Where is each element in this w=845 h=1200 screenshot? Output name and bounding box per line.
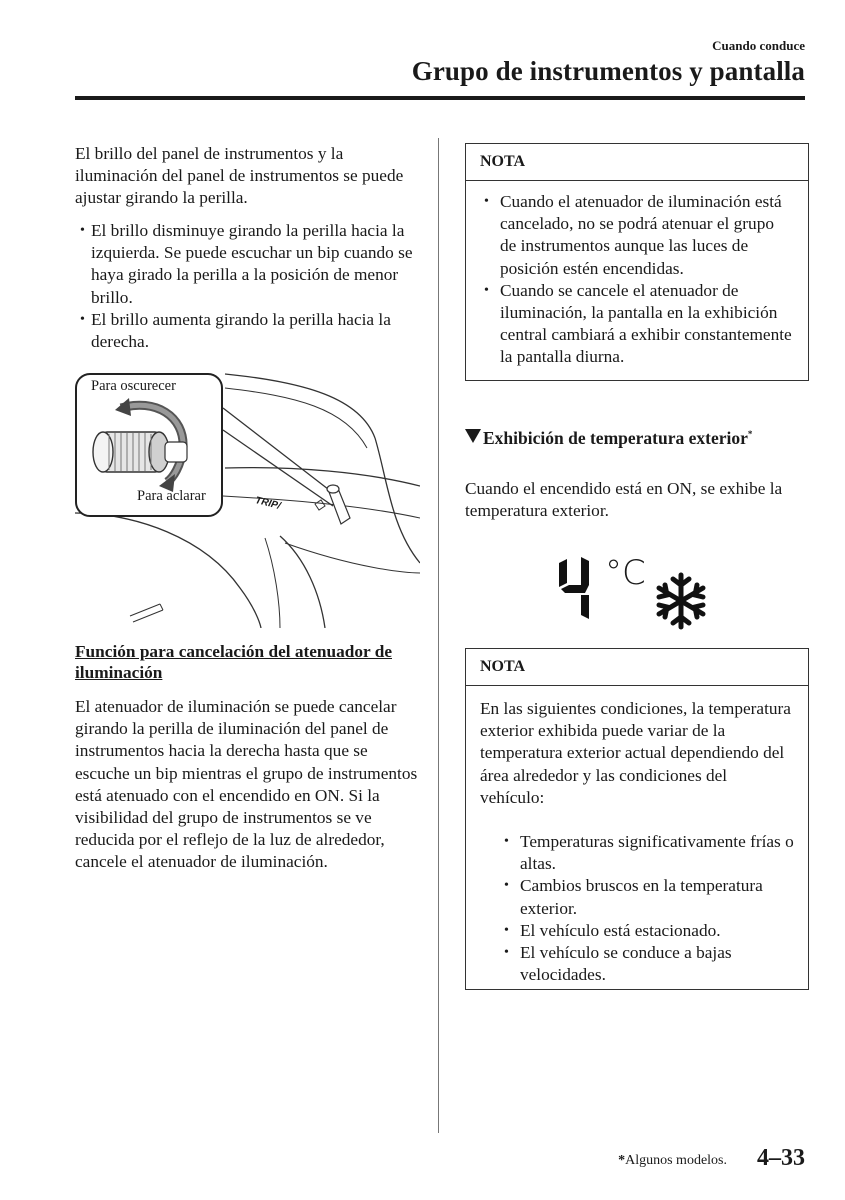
section-kicker: Cuando conduce: [712, 38, 805, 53]
footer-asterisk: *: [618, 1153, 626, 1168]
header-rule: [75, 96, 805, 100]
footer-note-text: Algunos modelos.: [625, 1153, 727, 1168]
note-bullet: • Cambios bruscos en la temperatura exterior.: [500, 875, 794, 919]
note-box-dimmer: [465, 143, 809, 381]
trip-knob-label: TRIP/: [254, 495, 282, 512]
snowflake-icon: [659, 575, 703, 627]
triangle-marker-icon: [465, 429, 481, 443]
temperature-heading: [465, 423, 807, 449]
temperature-paragraph: Cuando el encendido está en ON, se exhibe la temperatura exterior.: [465, 479, 783, 521]
page-number: 4–33: [757, 1145, 805, 1171]
note-bullet: • El vehículo está estacionado.: [500, 920, 794, 942]
label-lighter: Para aclarar: [137, 488, 206, 504]
dashboard-illustration: [75, 368, 420, 628]
bullet-bright: • El brillo aumenta girando la perilla hacia la derecha.: [75, 309, 420, 353]
note-bullets: [480, 831, 794, 986]
note-title: NOTA: [466, 649, 808, 686]
temperature-heading-text: Exhibición de temperatura exterior: [483, 427, 748, 448]
note-bullet: • Temperaturas significativamente frías o altas.: [500, 831, 794, 875]
temperature-unit: °C: [605, 553, 646, 593]
note-bullet: • Cuando el atenuador de iluminación está cancelado, no se podrá atenuar el grupo de instrumentos aunque las luces de posición estén encendidas.: [480, 191, 794, 280]
note-bullets: [480, 191, 794, 369]
label-darker: Para oscurecer: [91, 378, 176, 394]
note-title: NOTA: [466, 144, 808, 181]
asterisk-marker: *: [747, 429, 753, 439]
intro-paragraph: El brillo del panel de instrumentos y la iluminación del panel de instrumentos se puede ajustar girando la perilla.: [75, 144, 404, 208]
dimmer-knob-figure: [75, 368, 420, 628]
bullet-dim: • El brillo disminuye girando la perilla hacia la izquierda. Se puede escuchar un bip cuando se haya girado la perilla a la posición de menor brillo.: [75, 220, 420, 309]
cancel-paragraph: El atenuador de iluminación se puede cancelar girando la perilla de iluminación del panel de instrumentos hacia la derecha hasta que se escuche un bip mientras el grupo de instrumentos está atenuado con el encendido en ON. Si la visibilidad del grupo de instrumentos se ve reducida por el reflejo de la luz de alrededor, cancele el atenuador de iluminación.: [75, 697, 418, 872]
footer-note: [618, 1153, 727, 1169]
note-box-temperature: [465, 648, 809, 990]
note-intro: En las siguientes condiciones, la temperatura exterior exhibida puede variar de la temperatura exterior actual dependiendo del área alrededor y las condiciones del vehículo:: [480, 699, 791, 807]
brightness-bullets: [75, 220, 420, 353]
column-divider: [438, 138, 439, 1133]
note-bullet: • El vehículo se conduce a bajas velocidades.: [500, 942, 794, 986]
page-title: Grupo de instrumentos y pantalla: [411, 56, 805, 86]
temperature-display: [555, 555, 720, 633]
note-bullet: • Cuando se cancele el atenuador de iluminación, la pantalla en la exhibición central cambiará a exhibir constantemente la pantalla diurna.: [480, 280, 794, 369]
cancel-heading: Función para cancelación del atenuador de iluminación: [75, 642, 392, 682]
